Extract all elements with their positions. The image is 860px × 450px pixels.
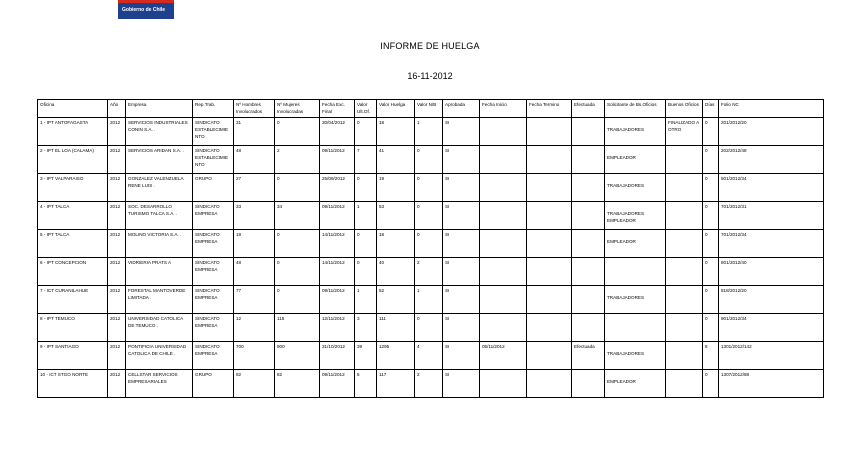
table-cell [666, 342, 703, 370]
column-header: Nº Mujeres Involucradas [275, 100, 320, 118]
table-cell: 0 [355, 230, 377, 258]
table-cell [480, 118, 527, 146]
table-cell: 2 [415, 370, 443, 398]
table-cell: 82 [234, 370, 275, 398]
table-cell [605, 314, 666, 342]
table-cell [527, 342, 572, 370]
table-cell: 77 [234, 286, 275, 314]
table-row [38, 146, 824, 174]
column-header: Aprobada [443, 100, 480, 118]
table-cell: 0 [275, 230, 320, 258]
table-cell: 1307/2012/88 [719, 370, 824, 398]
table-cell: 1301/2012/142 [719, 342, 824, 370]
flag-stripe [118, 0, 174, 3]
table-cell: SERVICIOS ARIDAN S.A. . [126, 146, 193, 174]
column-header: Efectuada [572, 100, 605, 118]
table-cell: 701/2012/31 [719, 202, 824, 230]
table-cell: 0 [415, 202, 443, 230]
table-cell [480, 230, 527, 258]
table-cell [527, 230, 572, 258]
table-cell: 18 [377, 230, 415, 258]
table-cell: VIDRIERIA PRATS A [126, 258, 193, 286]
table-cell: 0 [275, 258, 320, 286]
column-header: Fecha Inicio [480, 100, 527, 118]
table-cell: SOC. DESARROLLO TURISMO TALCA S.A. . [126, 202, 193, 230]
table-cell: 05/11/2012 [480, 342, 527, 370]
column-header: Fecha Exc. Final [320, 100, 355, 118]
table-cell [572, 174, 605, 202]
table-cell: TRABAJADORES [605, 286, 666, 314]
table-cell [666, 146, 703, 174]
table-cell: EMPLEADOR [605, 370, 666, 398]
table-cell: GRUPO [193, 174, 234, 202]
table-cell: 2012 [108, 202, 126, 230]
table-cell [572, 258, 605, 286]
table-cell: 701/2012/34 [719, 230, 824, 258]
table-cell: 1 [415, 118, 443, 146]
table-cell: 82 [275, 370, 320, 398]
table-cell: SINDICATO EMPRESA [193, 202, 234, 230]
table-cell: SI [443, 342, 480, 370]
logo-text: Gobierno de Chile [122, 7, 166, 13]
table-row [38, 174, 824, 202]
table-cell: 901/2012/34 [719, 314, 824, 342]
table-cell: 9 - IPT SANTIAGO [38, 342, 108, 370]
table-cell: CELLSTAR SERVICIOS EMPRESARIALES [126, 370, 193, 398]
table-cell: 1295 [377, 342, 415, 370]
table-cell: 14/11/2012 [320, 258, 355, 286]
table-cell: 12 [234, 314, 275, 342]
table-cell: Efectuada [572, 342, 605, 370]
table-cell: PONTIFICIA UNIVERSIDAD CATOLICA DE CHILE . [126, 342, 193, 370]
column-header: Valor Ult.Of. [355, 100, 377, 118]
table-cell [666, 258, 703, 286]
table-cell: GRUPO [193, 370, 234, 398]
table-cell: 0 [703, 230, 719, 258]
table-cell: 801/2012/40 [719, 258, 824, 286]
table-cell: 5 [355, 370, 377, 398]
table-cell: 30/04/2012 [320, 118, 355, 146]
table-cell: 09/11/2012 [320, 146, 355, 174]
table-cell: EMPLEADOR [605, 146, 666, 174]
table-cell [527, 370, 572, 398]
table-cell: 501/2012/34 [719, 174, 824, 202]
table-cell: 2012 [108, 230, 126, 258]
table-cell: 201/2012/20 [719, 118, 824, 146]
table-cell: 8 [703, 342, 719, 370]
table-cell: 0 [703, 174, 719, 202]
column-header: Oficina [38, 100, 108, 118]
table-cell: 2012 [108, 370, 126, 398]
table-row [38, 314, 824, 342]
table-row [38, 258, 824, 286]
table-cell: FINALIZADO A OTRO [666, 118, 703, 146]
table-cell: SINDICATO EMPRESA [193, 258, 234, 286]
table-cell: 3 - IPT VALPARAISO [38, 174, 108, 202]
table-cell: 0 [415, 230, 443, 258]
table-cell: 4 - IPT TALCA [38, 202, 108, 230]
table-cell [480, 146, 527, 174]
table-cell: SINDICATO EMPRESA [193, 230, 234, 258]
table-header-row [38, 100, 824, 118]
table-cell: 10 - ICT STGO NORTE [38, 370, 108, 398]
table-cell: SERVICIOS INDUSTRIALES CONIN S.A. . [126, 118, 193, 146]
table-cell: 2012 [108, 342, 126, 370]
table-cell: 3 [355, 314, 377, 342]
column-header: Días [703, 100, 719, 118]
table-row [38, 230, 824, 258]
table-cell: SI [443, 202, 480, 230]
table-cell: SI [443, 146, 480, 174]
table-cell: 0 [355, 174, 377, 202]
table-cell: 900 [275, 342, 320, 370]
table-cell [480, 258, 527, 286]
table-cell [527, 202, 572, 230]
table-cell: 6 - IPT CONCEPCION [38, 258, 108, 286]
column-header: Empresa [126, 100, 193, 118]
strike-report-table [37, 99, 824, 398]
table-cell: SI [443, 230, 480, 258]
column-header: Solicitante de Bs.Oficios [605, 100, 666, 118]
table-cell: 2 [275, 146, 320, 174]
table-cell [480, 286, 527, 314]
column-header: Valor Huelga [377, 100, 415, 118]
table-cell [527, 286, 572, 314]
table-cell: 48 [234, 146, 275, 174]
table-cell: 2012 [108, 146, 126, 174]
table-cell [480, 370, 527, 398]
table-cell: 34 [275, 202, 320, 230]
government-logo [118, 0, 174, 19]
column-header: Folio NC [719, 100, 824, 118]
table-cell: SINDICATO EMPRESA [193, 286, 234, 314]
table-cell: 8 - IPT TEMUCO [38, 314, 108, 342]
table-cell: SI [443, 370, 480, 398]
table-cell: 0 [703, 202, 719, 230]
table-cell [605, 258, 666, 286]
table-cell: 31/10/2012 [320, 342, 355, 370]
table-cell: 700 [234, 342, 275, 370]
table-cell: 111 [377, 314, 415, 342]
table-cell [527, 146, 572, 174]
table-row [38, 370, 824, 398]
table-cell: EMPLEADOR [605, 230, 666, 258]
table-cell [666, 314, 703, 342]
table-cell: SI [443, 118, 480, 146]
table-cell: 0 [415, 146, 443, 174]
table-cell: 115 [275, 314, 320, 342]
table-cell: 18 [234, 230, 275, 258]
table-cell: 25/09/2012 [320, 174, 355, 202]
table-cell: 0 [415, 314, 443, 342]
table-cell [666, 286, 703, 314]
table-cell: 2012 [108, 174, 126, 202]
table-cell: 27 [234, 174, 275, 202]
table-cell [572, 370, 605, 398]
table-cell [572, 118, 605, 146]
table-cell: 14/11/2012 [320, 230, 355, 258]
table-cell: 2012 [108, 314, 126, 342]
table-cell: SI [443, 286, 480, 314]
table-cell: 5 - IPT TALCA [38, 230, 108, 258]
report-date: 16-11-2012 [407, 71, 453, 81]
table-cell: SINDICATO ESTABLECIMIENTO [193, 118, 234, 146]
table-cell: SINDICATO EMPRESA [193, 342, 234, 370]
table-cell: SI [443, 258, 480, 286]
table-cell: 39 [355, 342, 377, 370]
table-cell [527, 174, 572, 202]
table-cell: 1 [355, 286, 377, 314]
table-cell [572, 314, 605, 342]
table-cell [666, 230, 703, 258]
column-header: Rep.Trab. [193, 100, 234, 118]
table-cell: UNIVERSIDAD CATOLICA DE TEMUCO . [126, 314, 193, 342]
table-cell: 202/2012/48 [719, 146, 824, 174]
table-cell [572, 146, 605, 174]
table-cell: GONZALEZ VALENZUELA RENE LUIS . [126, 174, 193, 202]
table-cell: TRABAJADORES [605, 118, 666, 146]
table-cell: 18 [377, 118, 415, 146]
table-cell: SI [443, 314, 480, 342]
table-cell: 2012 [108, 118, 126, 146]
table-cell: 0 [355, 118, 377, 146]
table-cell: 48 [234, 258, 275, 286]
table-cell: TRABAJADORES [605, 342, 666, 370]
table-cell: 0 [275, 286, 320, 314]
table-cell [572, 202, 605, 230]
table-cell: 1 - IPT ANTOFAGASTA [38, 118, 108, 146]
table-row [38, 342, 824, 370]
table-cell: 0 [703, 118, 719, 146]
table-cell [480, 174, 527, 202]
table-cell: 2012 [108, 258, 126, 286]
column-header: Nº Hombres Involucrados [234, 100, 275, 118]
table-cell: 33 [234, 202, 275, 230]
table-cell: 7 [355, 146, 377, 174]
table-cell: 52 [377, 286, 415, 314]
table-cell: SI [443, 174, 480, 202]
table-cell [666, 202, 703, 230]
column-header: Buenos Oficios [666, 100, 703, 118]
table-cell [480, 202, 527, 230]
table-cell [572, 230, 605, 258]
table-cell: 0 [275, 118, 320, 146]
table-row [38, 118, 824, 146]
table-cell [480, 314, 527, 342]
table-cell: 12/11/2012 [320, 314, 355, 342]
table-cell: 0 [703, 258, 719, 286]
table-cell: 09/11/2012 [320, 286, 355, 314]
table-cell: SINDICATO ESTABLECIMIENTO [193, 146, 234, 174]
table-cell: 31 [234, 118, 275, 146]
report-title: INFORME DE HUELGA [380, 41, 480, 51]
table-cell: 117 [377, 370, 415, 398]
table-cell: 09/11/2012 [320, 370, 355, 398]
table-row [38, 202, 824, 230]
table-cell: MOLINO VICTORIA S.A. . [126, 230, 193, 258]
table-row [38, 286, 824, 314]
table-cell: 40 [377, 258, 415, 286]
table-cell: 818/2012/20 [719, 286, 824, 314]
column-header: Valor N/B [415, 100, 443, 118]
table-cell: 2 [415, 258, 443, 286]
table-cell: FORESTAL MANTOVERDE LIMITADA . [126, 286, 193, 314]
table-cell: 19 [377, 174, 415, 202]
table-cell: 0 [703, 370, 719, 398]
table-cell: TRABAJADORES EMPLEADOR [605, 202, 666, 230]
table-cell: 1 [355, 202, 377, 230]
table-cell [666, 370, 703, 398]
column-header: Año [108, 100, 126, 118]
table-cell: 7 - ICT CURANILAHUE [38, 286, 108, 314]
table-cell [572, 286, 605, 314]
table-cell: 0 [703, 314, 719, 342]
table-cell: 2012 [108, 286, 126, 314]
table-cell [527, 314, 572, 342]
table-cell: 1 [415, 286, 443, 314]
table-cell: 09/11/2012 [320, 202, 355, 230]
table-cell: 0 [275, 174, 320, 202]
table-cell: 0 [415, 174, 443, 202]
table-cell: 0 [703, 286, 719, 314]
table-cell [527, 118, 572, 146]
table-cell: 53 [377, 202, 415, 230]
column-header: Fecha Termino [527, 100, 572, 118]
table-cell: 2 - IPT EL LOA (CALAMA) [38, 146, 108, 174]
table-cell: 0 [355, 258, 377, 286]
table-cell: SINDICATO EMPRESA [193, 314, 234, 342]
table-cell: TRABAJADORES [605, 174, 666, 202]
table-cell [666, 174, 703, 202]
table-cell: 41 [377, 146, 415, 174]
table-cell: 4 [415, 342, 443, 370]
table-cell: 0 [703, 146, 719, 174]
table-cell [527, 258, 572, 286]
